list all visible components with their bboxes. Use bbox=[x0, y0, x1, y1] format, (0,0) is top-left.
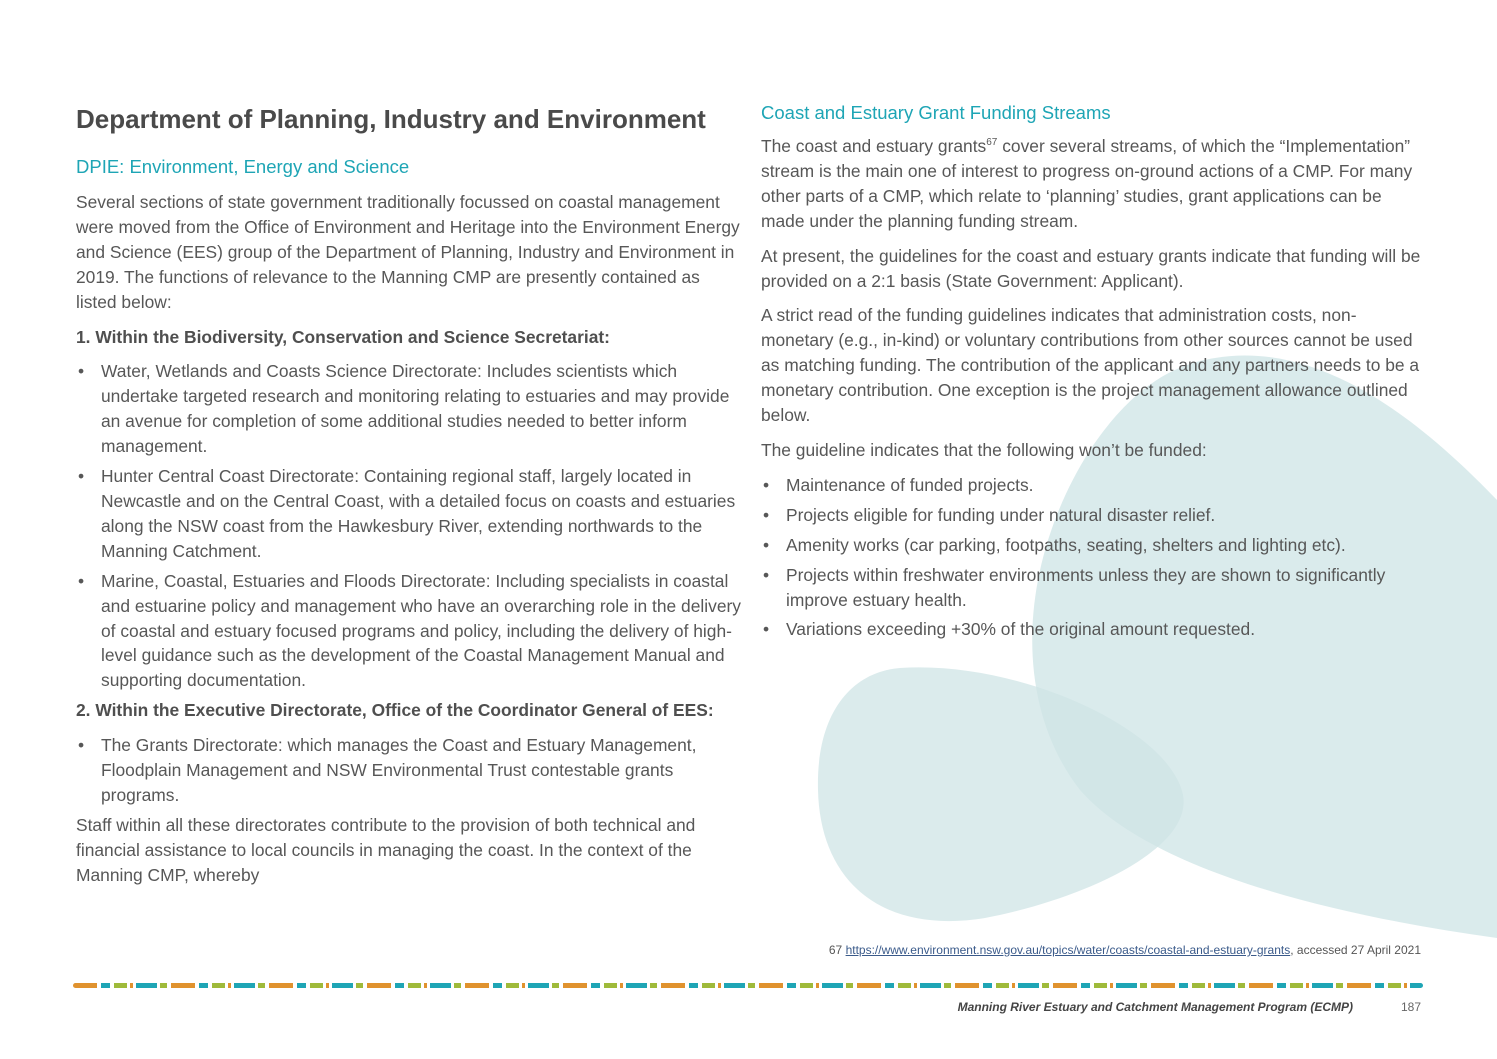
footnote-link[interactable]: https://www.environment.nsw.gov.au/topics/water/coasts/coastal-and-estuary-grants bbox=[845, 943, 1291, 957]
page-title: Department of Planning, Industry and Environment bbox=[76, 104, 706, 134]
footnote-suffix: , accessed 27 April 2021 bbox=[1290, 943, 1421, 957]
list-item: • Water, Wetlands and Coasts Science Directorate: Includes scientists which undertake targeted research and monitoring relating to estuaries and may provide an avenue for completion of some additional studies needed to better inform management. bbox=[76, 359, 741, 459]
dashed-divider bbox=[73, 983, 1423, 988]
page-number: 187 bbox=[1400, 1000, 1421, 1014]
section-heading: Coast and Estuary Grant Funding Streams bbox=[761, 102, 1111, 123]
intro-paragraph: Several sections of state government traditionally focussed on coastal management were moved from the Office of Environment and Heritage into the Environment Energy and Science (EES) group of the Department of Planning, Industry and Environment in 2019. The functions of relevance to the Manning CMP are presently contained as listed below: bbox=[76, 192, 740, 312]
paragraph-text: The coast and estuary grants bbox=[761, 136, 987, 156]
list-item: • Projects within freshwater environments unless they are shown to significantly improve estuary health. bbox=[761, 563, 1421, 613]
list-item: • Hunter Central Coast Directorate: Containing regional staff, largely located in Newcastle and on the Central Coast, with a detailed focus on coasts and estuaries along the NSW coast from the Hawkesbury River, extending northwards to the Manning Catchment. bbox=[76, 464, 741, 564]
subsection-heading: 2. Within the Executive Directorate, Office of the Coordinator General of EES: bbox=[76, 700, 714, 721]
bullet-list bbox=[761, 473, 1421, 642]
footnote-number: 67 bbox=[828, 943, 843, 957]
paragraph: A strict read of the funding guidelines indicates that administration costs, non-monetary (e.g., in-kind) or voluntary contributions from other sources cannot be used as matching funding. The contribution of the applicant and any partners needs to be a monetary contribution. One exception is the project management allowance outlined below. bbox=[761, 305, 1420, 426]
left-column bbox=[76, 100, 741, 898]
paragraph-text: cover several streams, of which the “Implementation” stream is the main one of interest to progress on-ground actions of a CMP. For many other parts of a CMP, which relate to ‘planning’ studies, grant applications can be made under the planning funding stream. bbox=[761, 136, 1413, 231]
section-heading: DPIE: Environment, Energy and Science bbox=[76, 156, 410, 177]
list-item: • Maintenance of funded projects. bbox=[761, 473, 1421, 498]
paragraph: At present, the guidelines for the coast and estuary grants indicate that funding will be provided on a 2:1 basis (State Government: Applicant). bbox=[761, 245, 1421, 291]
list-item: • Projects eligible for funding under natural disaster relief. bbox=[761, 503, 1421, 528]
list-item: • Amenity works (car parking, footpaths, seating, shelters and lighting etc). bbox=[761, 533, 1421, 558]
list-item: • Variations exceeding +30% of the original amount requested. bbox=[761, 617, 1421, 642]
bullet-list bbox=[76, 359, 741, 693]
subsection-heading: 1. Within the Biodiversity, Conservation and Science Secretariat: bbox=[76, 326, 610, 347]
footnote bbox=[829, 943, 1421, 957]
bullet-list bbox=[76, 733, 741, 808]
right-column bbox=[761, 100, 1421, 647]
footer-title: Manning River Estuary and Catchment Management Program (ECMP) bbox=[957, 1000, 1353, 1014]
closing-paragraph: Staff within all these directorates contribute to the provision of both technical and financial assistance to local councils in managing the coast. In the context of the Manning CMP, whereby bbox=[76, 814, 696, 885]
list-item: • The Grants Directorate: which manages the Coast and Estuary Management, Floodplain Management and NSW Environmental Trust contestable grants programs. bbox=[76, 733, 741, 808]
paragraph bbox=[761, 134, 1421, 234]
paragraph: The guideline indicates that the following won’t be funded: bbox=[761, 439, 1207, 460]
footnote-ref: 67 bbox=[986, 137, 998, 149]
list-item: • Marine, Coastal, Estuaries and Floods Directorate: Including specialists in coastal and estuarine policy and management who have an overarching role in the delivery of coastal and estuary focused programs and policy, including the delivery of high-level guidance such as the development of the Coastal Management Manual and supporting documentation. bbox=[76, 569, 741, 694]
